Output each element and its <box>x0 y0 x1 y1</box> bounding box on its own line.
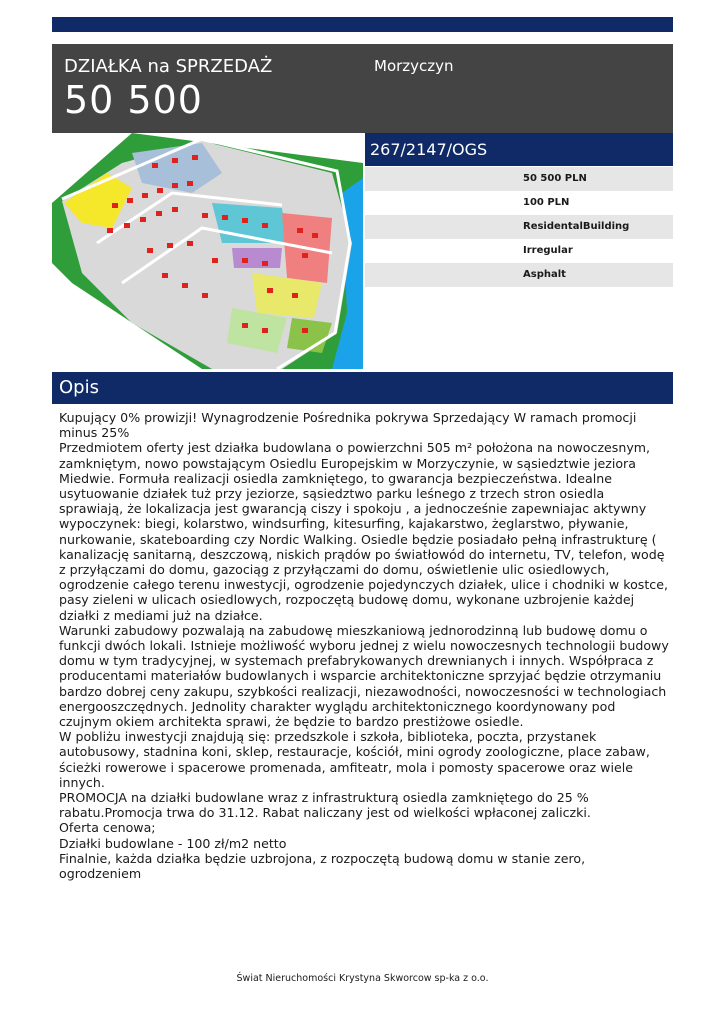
description-paragraph: PROMOCJA na działki budowlane wraz z infrastrukturą osiedla zamkniętego do 25 % rabatu.Promocja trwa do 31.12. Rabat naliczany jest od wielkości wpłaconej zaliczki. <box>59 790 593 821</box>
detail-row: 100 PLN <box>523 197 570 208</box>
detail-row: 50 500 PLN <box>365 167 673 191</box>
listing-city: Morzyczyn <box>374 57 454 75</box>
detail-row: Asphalt <box>365 263 673 287</box>
listing-price: 50 500 <box>64 78 203 122</box>
listing-details <box>365 167 673 287</box>
site-plan-map <box>52 133 363 369</box>
listing-type: DZIAŁKA na SPRZEDAŻ <box>64 56 273 77</box>
description-header <box>52 372 673 404</box>
description-paragraph: W pobliżu inwestycji znajdują się: przedszkole i szkoła, biblioteka, poczta, przystanek autobusowy, stadnina koni, sklep, restauracje, kościół, mini ogrody zoologiczne, place zabaw, ścieżki rowerowe i spacerowe promenada, amfiteatr, mola i pomosty spacerowe oraz wiele innych. <box>59 729 654 790</box>
description-paragraph: Finalnie, każda działka będzie uzbrojona, z rozpoczętą budową domu w stanie zero, ogrodzeniem <box>59 850 590 882</box>
description-body <box>59 410 673 882</box>
description-paragraph: Działki budowlane - 100 zł/m2 netto <box>59 835 287 851</box>
description-paragraph: Warunki zabudowy pozwalają na zabudowę mieszkaniową jednorodzinną lub budowę domu o funkcji dwóch lokali. Istnieje możliwość wyboru jednej z wielu nowoczesnych technologii budowy domu w tym tradycyjnej, w systemach prefabrykowanych drewnianych i innych. Współpraca z producentami materiałów budowlanych i wsparcie architektoniczne sprzyjać będzie otrzymaniu bardzo dobrej ceny zakupu, szybkości realizacji, niezawodności, nowoczesności w technologiach energooszczędnych. Jednolity charakter wyglądu architektonicznego koordynowany pod czujnym okiem architekta sprawi, że będzie to bardzo prestiżowe osiedle. <box>59 622 673 730</box>
description-heading: Opis <box>59 377 99 398</box>
description-paragraph: Oferta cenowa; <box>59 820 156 836</box>
listing-ref-bar <box>365 133 673 166</box>
description-paragraph: Kupujący 0% prowizji! Wynagrodzenie Pośrednika pokrywa Sprzedający W ramach promocji minus 25% <box>59 410 641 441</box>
top-stripe <box>52 17 673 32</box>
listing-header <box>52 44 673 133</box>
footer-company: Świat Nieruchomości Krystyna Skworcow sp-ka z o.o. <box>236 973 489 984</box>
detail-row: Irregular <box>523 245 573 256</box>
listing-ref: 267/2147/OGS <box>370 140 488 159</box>
detail-row: ResidentalBuilding <box>365 215 673 239</box>
description-paragraph: Przedmiotem oferty jest działka budowlana o powierzchni 505 m² położona na nowoczesnym, zamkniętym, nowo powstającym Osiedlu Europejskim w Morzyczynie, w sąsiedztwie jeziora Miedwie. Formuła realizacji osiedla zamkniętego, to gwarancja bezpieczeństwa. Idealne usytuowanie działek tuż przy jeziorze, sąsiedztwo parku leśnego z trzech stron osiedla sprawiają, że lokalizacja jest gwarancją ciszy i spokoju , a jednocześnie zapewniajac aktywny wypoczynek: biegi, kolarstwo, windsurfing, kitesurfing, kajakarstwo, żeglarstwo, pływanie, nurkowanie, skateboarding czy Nordic Walking. Osiedle będzie posiadało pełną infrastrukturę ( kanalizację sanitarną, deszczową, niskich prądów po światłowód do internetu, TV, telefon, wodę z przyłączami do domu, gazociąg z przyłączami do domu, oświetlenie ulic osiedlowych, ogrodzenie całego terenu inwestycji, ogrodzenie pojedynczych działek, ulice i chodniki w kostce, pasy zieleni w ulicach osiedlowych, rozpoczętą budowę domu, wykonane uzbrojenie każdej działki z mediami już na działce. <box>59 440 672 623</box>
